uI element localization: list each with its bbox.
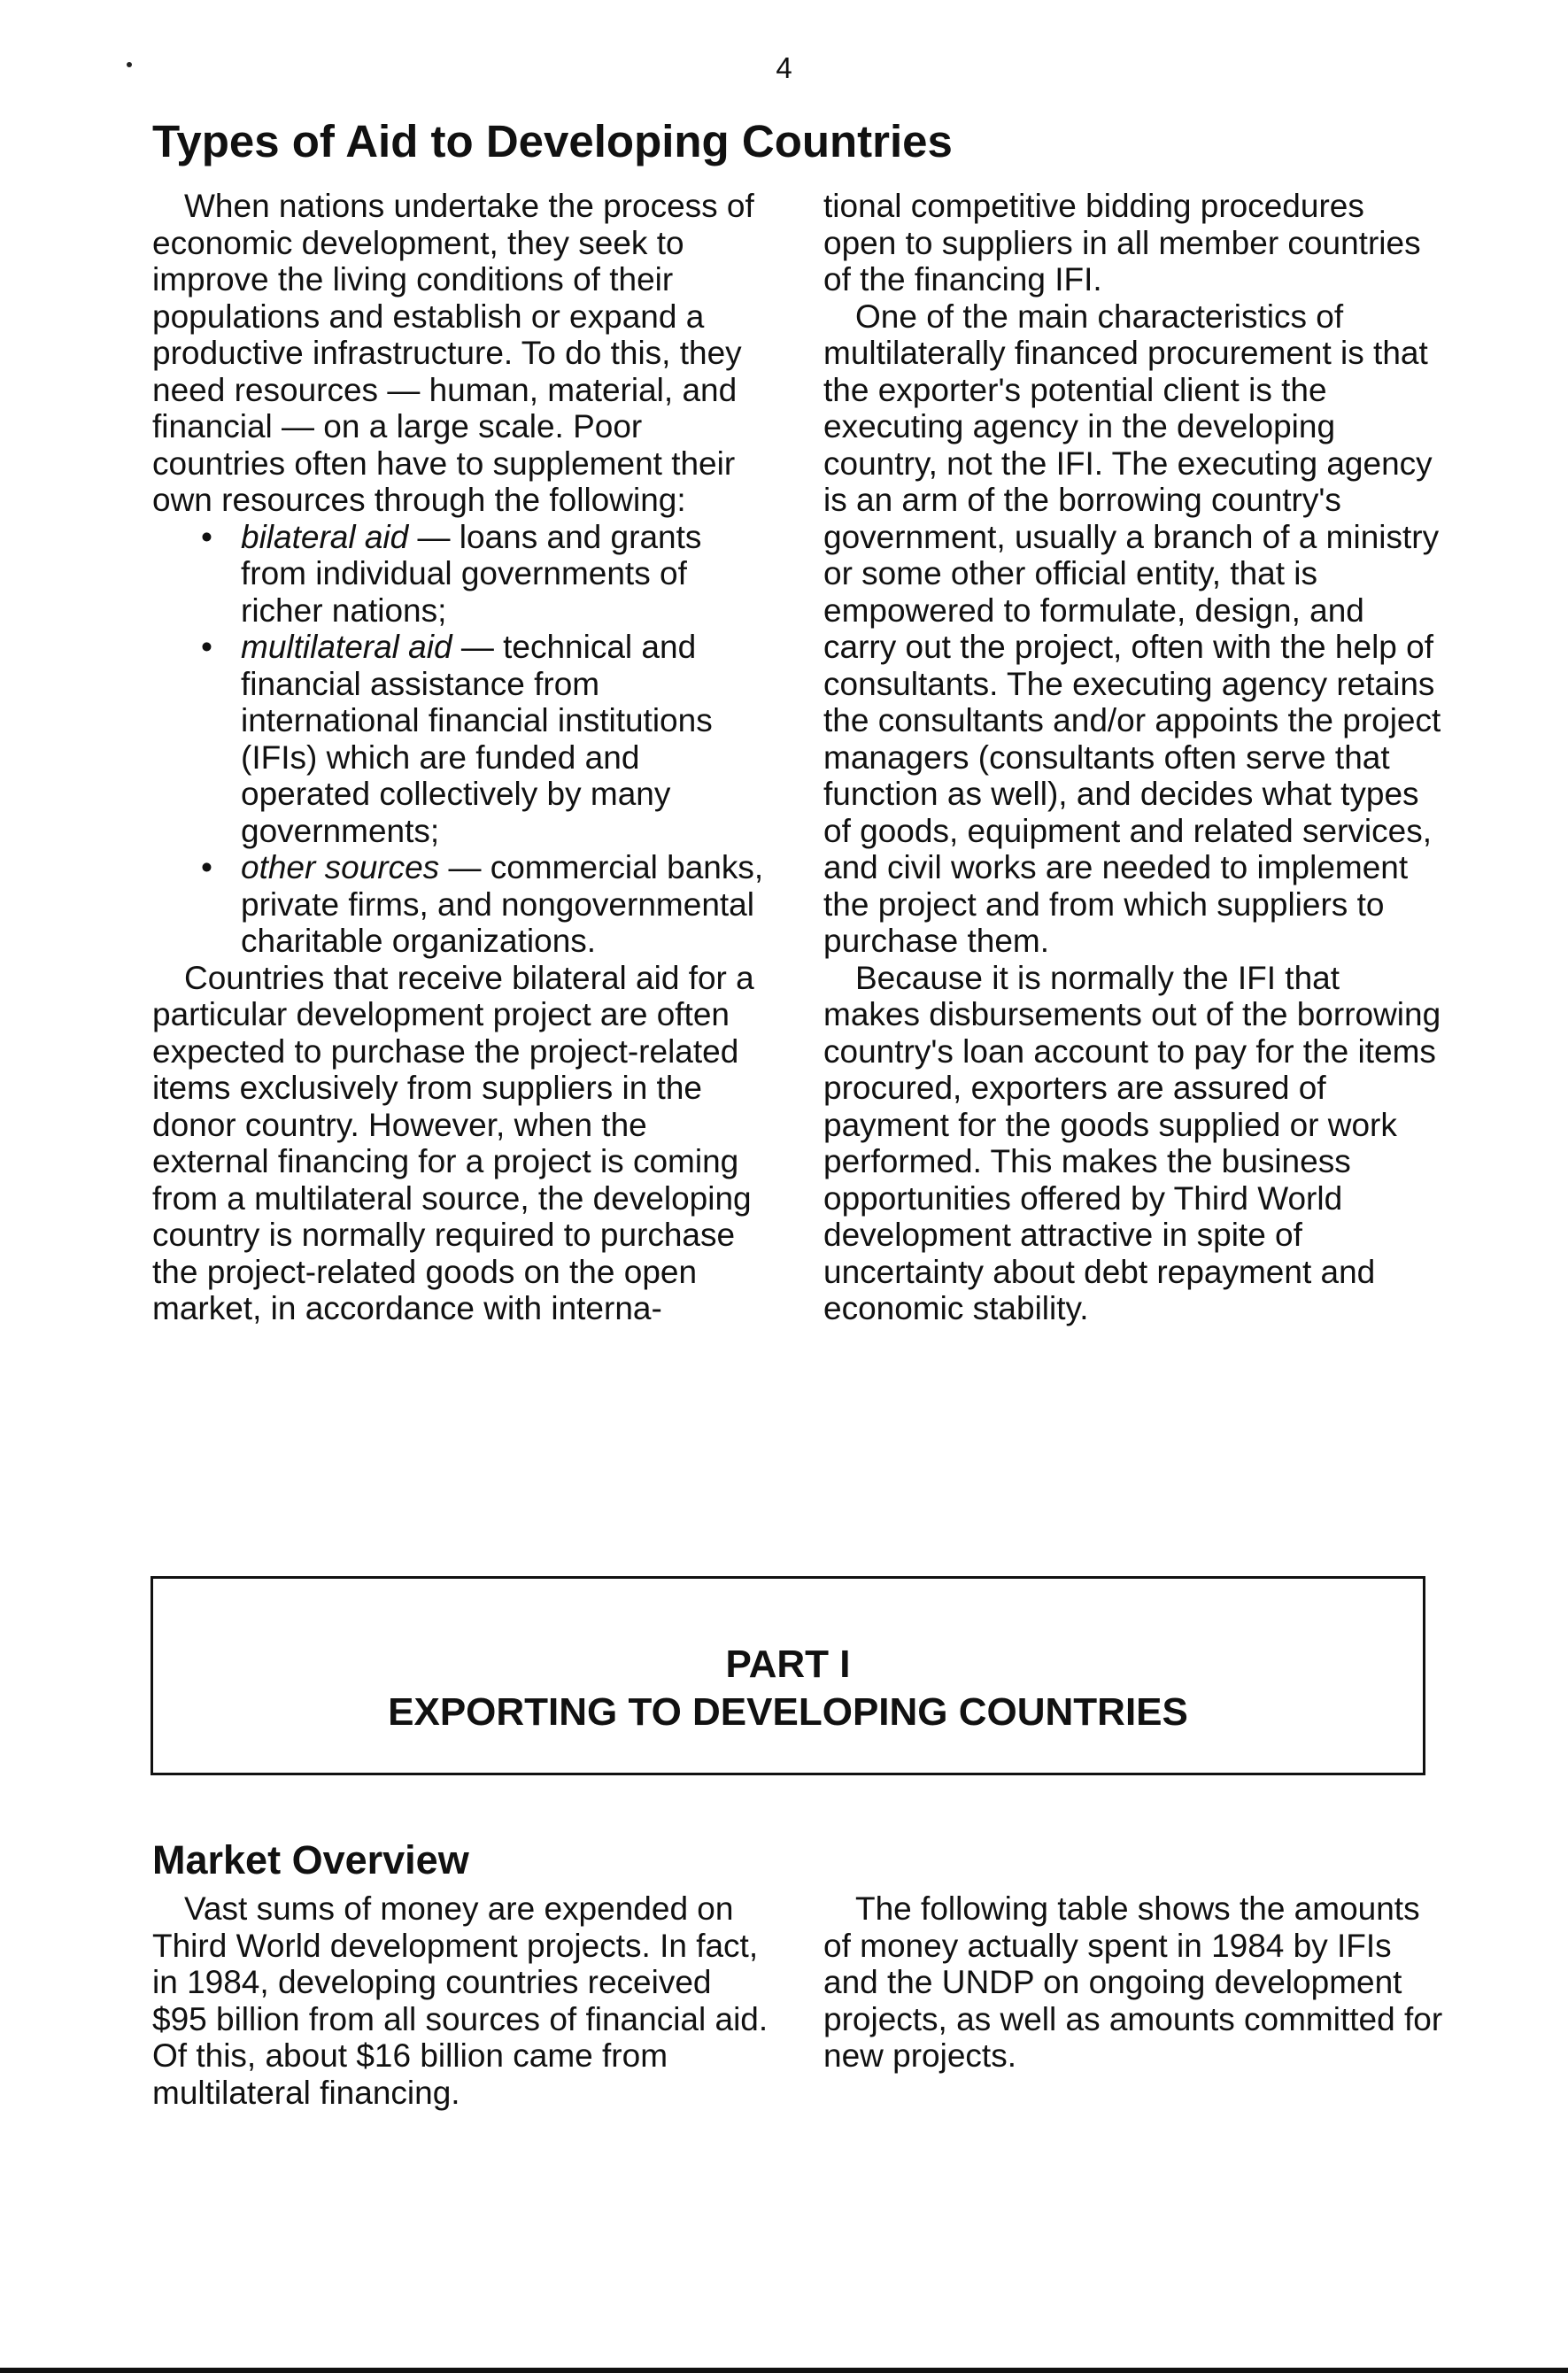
- part-title: EXPORTING TO DEVELOPING COUNTRIES: [388, 1690, 1188, 1734]
- aid-right-column: [823, 188, 1443, 1327]
- aid-procurement-paragraph: One of the main characteristics of multilaterally financed procurement is that the exporter's potential client is the executing agency in the developing country, not the IFI. The executing agency is an arm of the borrowing country's government, usually a branch of a ministry or some other official entity, that is empowered to formulate, design, and carry out the project, often with the help of consultants. The executing agency retains the consultants and/or appoints the project managers (consultants often serve that function as well), and decides what types of goods, equipment and related services, and civil works are needed to implement the project and from which suppliers to purchase them.: [823, 298, 1441, 959]
- part-heading-box: [151, 1576, 1425, 1775]
- section-title-types-of-aid: Types of Aid to Developing Countries: [152, 116, 953, 166]
- term-other-sources: other sources: [241, 849, 440, 885]
- market-left-paragraph: Vast sums of money are expended on Third World development projects. In fact, in 1984, developing countries received $95 billion from all sources of financial aid. Of this, about $16 billion came from multilateral financing.: [152, 1890, 769, 2111]
- term-multilateral-aid: multilateral aid: [241, 629, 452, 665]
- aid-types-list: [152, 519, 772, 960]
- list-item-multilateral: [201, 629, 772, 849]
- aid-intro-paragraph: When nations undertake the process of economic development, they seek to improve the living conditions of their populations and establish or expand a productive infrastructure. To do this, they need resources — human, material, and financial — on a large scale. Poor countries often have to supplement their own resources through the following:: [152, 188, 754, 518]
- bullet-icon: •: [201, 518, 212, 555]
- page-number: 4: [776, 51, 792, 84]
- bullet-icon: •: [201, 629, 212, 665]
- list-item-text: — loans and grants from individual governments of richer nations;: [241, 518, 702, 629]
- list-item-text: — commercial banks, private firms, and nongovernmental charitable organizations.: [241, 849, 764, 959]
- list-item-other-sources: [201, 849, 772, 960]
- list-item-bilateral: [201, 518, 772, 630]
- list-item-text: — technical and financial assistance from international financial institutions (IFIs) which are funded and operated collectively by many governments;: [241, 629, 713, 849]
- scan-bottom-edge: [0, 2368, 1568, 2373]
- section-title-market-overview: Market Overview: [152, 1837, 469, 1882]
- aid-continuation-paragraph: tional competitive bidding procedures open to suppliers in all member countries of the financing IFI.: [823, 188, 1421, 298]
- bullet-icon: •: [201, 849, 212, 885]
- term-bilateral-aid: bilateral aid: [241, 518, 409, 555]
- market-left-column: [152, 1890, 772, 2111]
- aid-payment-paragraph: Because it is normally the IFI that makes disbursements out of the borrowing country's loan account to pay for the items procured, exporters are assured of payment for the goods supplied or work performed. This makes the business opportunities offered by Third World development attractive in spite of uncertainty about debt repayment and economic stability.: [823, 959, 1441, 1326]
- part-label: PART I: [725, 1643, 851, 1686]
- market-right-paragraph: The following table shows the amounts of money actually spent in 1984 by IFIs and the UNDP on ongoing development projects, as well as amounts committed for new projects.: [823, 1890, 1443, 2074]
- aid-bilateral-paragraph: Countries that receive bilateral aid for a particular development project are often expected to purchase the project-related items exclusively from suppliers in the donor country. However, when the external financing for a project is coming from a multilateral source, the developing country is normally required to purchase the project-related goods on the open market, in accordance with interna-: [152, 959, 754, 1326]
- market-right-column: [823, 1890, 1443, 2075]
- aid-left-column: [152, 188, 772, 1327]
